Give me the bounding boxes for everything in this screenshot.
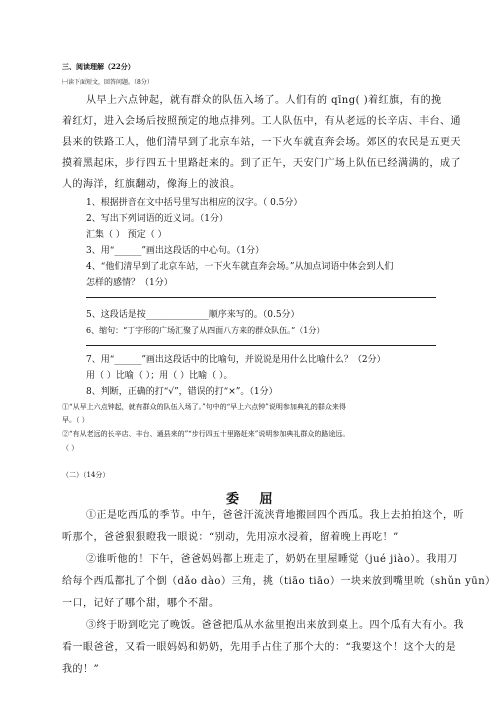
question-6: 6、缩句：“丁字形的广场汇聚了从四面八方来的群众队伍。”（1分）	[86, 326, 325, 335]
judge-item-2: ②“有从老远的长辛店、丰台、通县来的”“步行四五十里路赶来”说明参加典礼群众的路途远。	[62, 430, 350, 438]
passage-line-3: 县来的铁路工人，他们清早到了北京车站，一下火车就直奔会场。郊区的农民是五更天	[62, 137, 461, 148]
answer-line-4	[86, 297, 436, 298]
story-line-4: 给每个西瓜都扎了个倒（dǎo dào）三角，挑（tiāo tiāo）一块来放到嘴里吮（shǔn yūn）	[62, 576, 496, 587]
question-8: 8、判断，正确的打“√”，错误的打“×”。（1分）	[86, 387, 278, 397]
passage-line-1: 从早上六点钟起，就有群众的队伍入场了。人们有的 qīng( )着红旗，有的挽	[86, 95, 442, 106]
part1-instruction: ㈠读下面短文，回答问题。（8分）	[62, 79, 153, 86]
judge-item-1-cont: 早。（ ）	[62, 416, 89, 424]
passage-line-5: 人的海洋，红旗翻动，像海上的波浪。	[62, 179, 241, 190]
story-line-7: 看一眼爸爸，又看一眼妈妈和奶奶，先用手占住了那个大的：“我要这个！这个大的是	[62, 642, 457, 653]
question-2: 2、写出下列词语的近义词。（1分）	[86, 214, 228, 224]
passage-line-4: 摸着黑起床，步行四五十里路赶来的。到了正午，天安门广场上队伍已经满满的，成了	[62, 158, 461, 169]
question-7-blanks: 用（ ）比喻（ ）；用（ ）比喻（ ）。	[86, 371, 233, 381]
question-2-blanks: 汇集（ ） 预定（ ）	[86, 230, 167, 240]
story-title: 委 屈	[226, 492, 281, 507]
section3-heading: 三、阅读理解（22分）	[62, 62, 135, 71]
section2-label: （二）（14分）	[62, 471, 110, 479]
story-line-3: ②谁听他的！下午，爸爸妈妈都上班走了，奶奶在里屋睡觉（jué jiào）。我用刀	[86, 554, 458, 565]
question-4: 4、“他们清早到了北京车站，一下火车就直奔会场。”从加点词语中体会到人们	[86, 262, 394, 272]
story-line-1: ①正是吃西瓜的季节。中午，爸爸汗流浃背地搬回四个西瓜。我上去拍拍这个，听	[86, 510, 464, 521]
question-4-cont: 怎样的感情？（1分）	[86, 278, 173, 288]
question-1: 1、根据拼音在文中括号里写出相应的汉字。（ 0.5分）	[86, 198, 303, 208]
question-5: 5、这段话是按______________顺序来写的。（0.5分）	[86, 310, 300, 320]
question-3: 3、用“______”画出这段话的中心句。（1分）	[86, 246, 265, 256]
story-line-5: 一口，记好了哪个甜，哪个不甜。	[62, 598, 220, 609]
judge-item-2-cont: （ ）	[62, 444, 79, 452]
judge-item-1: ①“从早上六点钟起，就有群众的队伍入场了。”句中的“早上六点钟”说明参加典礼的群众来得	[62, 403, 346, 411]
question-7: 7、用“______”画出这段话中的比喻句，并说说是用什么比喻什么？（2分）	[86, 355, 386, 365]
story-line-2: 听那个，爸爸狠狠瞪我一眼说：“别动，先用凉水浸着，留着晚上再吃！”	[62, 532, 399, 543]
story-line-6: ③终于盼到吃完了晚饭。爸爸把瓜从水盆里抱出来放到桌上。四个瓜有大有小。我	[86, 620, 464, 631]
passage-line-2: 着红灯，进入会场后按照预定的地点排列。工人队伍中，有从老远的长辛店、丰台、通	[62, 116, 461, 127]
answer-line-6	[86, 345, 436, 346]
story-line-8: 我的！”	[62, 664, 100, 675]
